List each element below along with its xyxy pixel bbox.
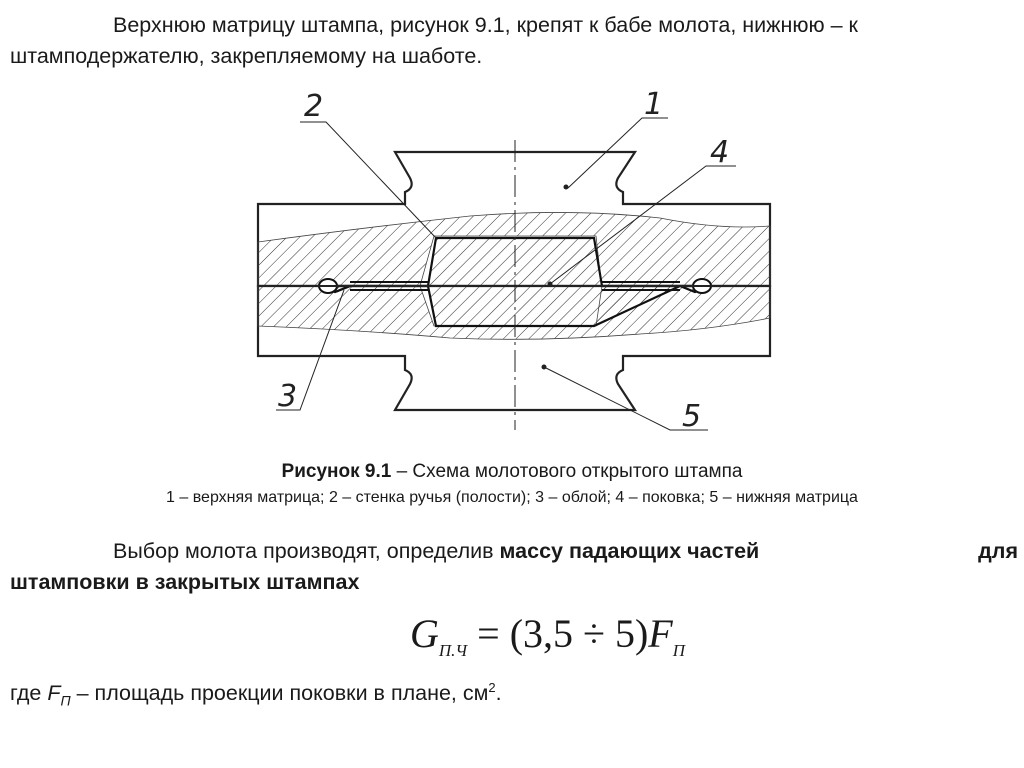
intro-paragraph (10, 10, 1020, 72)
hammer-choice-paragraph (10, 536, 1018, 598)
falling-mass-formula (410, 610, 685, 661)
formula-subscript-g: П.Ч (438, 641, 468, 660)
hammer-choice-intro: Выбор молота производят, определив (113, 539, 500, 563)
figure-legend: 1 – верхняя матрица; 2 – стенка ручья (полости); 3 – облой; 4 – поковка; 5 – нижняя матрица (166, 489, 858, 506)
hammer-choice-line-1 (10, 536, 1018, 567)
callout-4: 4 (710, 135, 730, 170)
callout-1: 1 (644, 87, 664, 122)
formula-expression: = (3,5 ÷ 5) (467, 611, 649, 656)
formula-symbol-g: G (410, 611, 439, 656)
callout-5: 5 (682, 399, 702, 434)
where-symbol-f: F (47, 681, 61, 706)
callout-2: 2 (304, 89, 324, 124)
where-end: . (495, 681, 502, 706)
hammer-choice-line-2: штамповки в закрытых штампах (10, 570, 360, 594)
callout-3: 3 (278, 379, 298, 414)
where-superscript: 2 (488, 680, 496, 695)
figure-caption-text: – Схема молотового открытого штампа (391, 461, 743, 482)
falling-mass-term: массу падающих частей (499, 539, 760, 563)
where-text: – площадь проекции поковки в плане, см (70, 681, 489, 706)
where-definition (10, 680, 502, 708)
where-subscript: П (60, 692, 71, 709)
formula-symbol-f: F (648, 611, 673, 656)
die-schematic-figure (240, 80, 800, 440)
formula-subscript-f: П (672, 641, 686, 660)
intro-line-2: штамподержателю, закрепляемому на шаботе. (10, 44, 483, 68)
where-prefix: где (10, 681, 48, 706)
intro-line-1: Верхнюю матрицу штампа, рисунок 9.1, крепят к бабе молота, нижнюю – к (113, 13, 858, 37)
figure-caption (0, 461, 1024, 483)
hammer-choice-for: для (978, 539, 1018, 563)
figure-number: Рисунок 9.1 (281, 461, 392, 482)
